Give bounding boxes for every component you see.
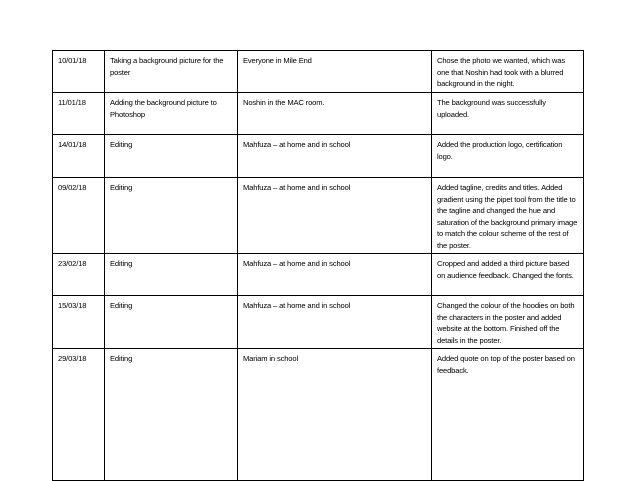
task-cell: Editing xyxy=(105,254,238,296)
table-row xyxy=(53,135,584,178)
date-cell: 29/03/18 xyxy=(53,349,105,481)
table-row xyxy=(53,254,584,296)
task-cell: Editing xyxy=(105,296,238,349)
who-where-cell: Noshin in the MAC room. xyxy=(238,93,432,135)
outcome-cell: The background was successfully uploaded. xyxy=(432,93,584,135)
table-row xyxy=(53,296,584,349)
who-where-cell: Mahfuza – at home and in school xyxy=(238,296,432,349)
task-cell: Adding the background picture to Photoshop xyxy=(105,93,238,135)
outcome-cell: Added quote on top of the poster based on feedback. xyxy=(432,349,584,481)
who-where-cell: Mahfuza – at home and in school xyxy=(238,135,432,178)
outcome-cell: Cropped and added a third picture based on audience feedback. Changed the fonts. xyxy=(432,254,584,296)
date-cell: 14/01/18 xyxy=(53,135,105,178)
outcome-cell: Added the production logo, certification logo. xyxy=(432,135,584,178)
date-cell: 23/02/18 xyxy=(53,254,105,296)
outcome-cell: Added tagline, credits and titles. Added gradient using the pipet tool from the title to the tagline and changed the hue and saturation of the background primary image to match the colour scheme of the rest of the poster. xyxy=(432,178,584,254)
table-row xyxy=(53,93,584,135)
who-where-cell: Mariam in school xyxy=(238,349,432,481)
task-cell: Editing xyxy=(105,178,238,254)
date-cell: 11/01/18 xyxy=(53,93,105,135)
date-cell: 09/02/18 xyxy=(53,178,105,254)
task-cell: Editing xyxy=(105,135,238,178)
outcome-cell: Changed the colour of the hoodies on both the characters in the poster and added website at the bottom. Finished off the details in the poster. xyxy=(432,296,584,349)
who-where-cell: Mahfuza – at home and in school xyxy=(238,178,432,254)
table-row xyxy=(53,51,584,93)
table-row xyxy=(53,349,584,481)
production-log-table xyxy=(52,50,584,481)
table-row xyxy=(53,178,584,254)
date-cell: 10/01/18 xyxy=(53,51,105,93)
task-cell: Taking a background picture for the poster xyxy=(105,51,238,93)
who-where-cell: Mahfuza – at home and in school xyxy=(238,254,432,296)
who-where-cell: Everyone in Mile End xyxy=(238,51,432,93)
outcome-cell: Chose the photo we wanted, which was one that Noshin had took with a blurred background in the night. xyxy=(432,51,584,93)
task-cell: Editing xyxy=(105,349,238,481)
date-cell: 15/03/18 xyxy=(53,296,105,349)
